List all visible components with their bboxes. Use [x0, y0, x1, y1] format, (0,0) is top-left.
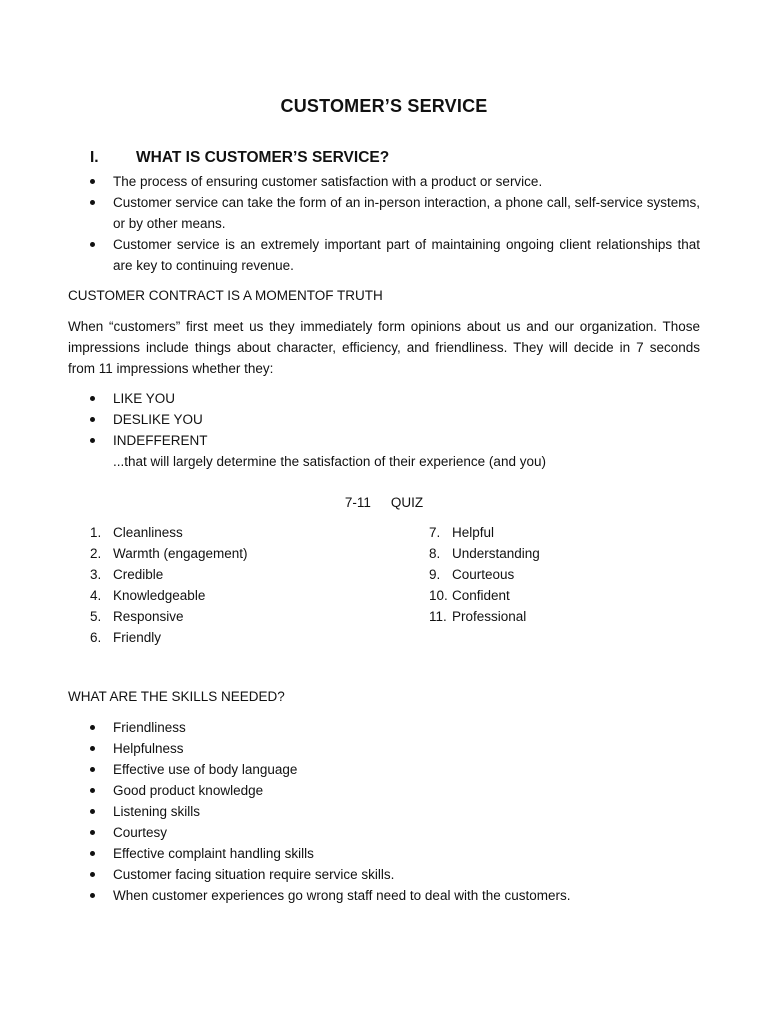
- list-item: Good product knowledge: [90, 780, 700, 801]
- section-heading: [90, 149, 389, 167]
- quiz-title: [0, 492, 768, 513]
- bullet-icon: [90, 179, 95, 184]
- bullet-icon: [90, 851, 95, 856]
- bullet-icon: [90, 830, 95, 835]
- section-number: I.: [90, 149, 99, 166]
- bullet-icon: [90, 417, 95, 422]
- quiz-item: 2. Warmth (engagement): [90, 546, 248, 561]
- definition-list: [90, 171, 700, 276]
- list-item: The process of ensuring customer satisfaction with a product or service.: [90, 171, 700, 192]
- list-item: INDEFFERENT: [90, 430, 700, 451]
- list-item: Customer service can take the form of an in-person interaction, a phone call, self-service systems, or by other means.: [90, 192, 700, 234]
- bullet-icon: [90, 788, 95, 793]
- bullet-icon: [90, 893, 95, 898]
- bullet-icon: [90, 438, 95, 443]
- quiz-item: 4. Knowledgeable: [90, 588, 206, 603]
- bullet-icon: [90, 767, 95, 772]
- quiz-item: 1. Cleanliness: [90, 525, 183, 540]
- contract-heading: CUSTOMER CONTRACT IS A MOMENTOF TRUTH: [68, 288, 383, 303]
- bullet-icon: [90, 809, 95, 814]
- list-item: DESLIKE YOU: [90, 409, 700, 430]
- quiz-item: 3. Credible: [90, 567, 164, 582]
- reaction-list: [90, 388, 700, 451]
- list-item: Listening skills: [90, 801, 700, 822]
- quiz-list-right: [429, 522, 540, 627]
- list-item: Courtesy: [90, 822, 700, 843]
- quiz-item: 7. Helpful: [429, 525, 495, 540]
- list-item: Helpfulness: [90, 738, 700, 759]
- quiz-item: 11. Professional: [429, 609, 527, 624]
- quiz-item: 10. Confident: [429, 588, 510, 603]
- list-item: LIKE YOU: [90, 388, 700, 409]
- skills-list: [90, 717, 700, 906]
- quiz-number: 7-11: [344, 495, 371, 510]
- list-item: Effective complaint handling skills: [90, 843, 700, 864]
- bullet-icon: [90, 396, 95, 401]
- quiz-item: 9. Courteous: [429, 567, 515, 582]
- quiz-item: 6. Friendly: [90, 630, 162, 645]
- quiz-item: 5. Responsive: [90, 609, 184, 624]
- bullet-icon: [90, 872, 95, 877]
- skills-heading: WHAT ARE THE SKILLS NEEDED?: [68, 689, 285, 704]
- contract-paragraph: When “customers” first meet us they immediately form opinions about us and our organization. Those impressions include things about character, efficiency, and friendliness. They will decide in 7 seconds from 11 impressions whether they:: [68, 319, 700, 376]
- bullet-icon: [90, 746, 95, 751]
- page-title: CUSTOMER’S SERVICE: [280, 96, 488, 116]
- bullet-icon: [90, 200, 95, 205]
- quiz-item: 8. Understanding: [429, 546, 540, 561]
- list-item: Customer service is an extremely important part of maintaining ongoing client relationships that are key to continuing revenue.: [90, 234, 700, 276]
- section-heading-text: WHAT IS CUSTOMER’S SERVICE?: [136, 149, 390, 166]
- quiz-word: QUIZ: [390, 495, 424, 510]
- bullet-icon: [90, 725, 95, 730]
- list-item: When customer experiences go wrong staff need to deal with the customers.: [90, 885, 700, 906]
- reaction-note: ...that will largely determine the satisfaction of their experience (and you): [113, 454, 546, 469]
- list-item: Friendliness: [90, 717, 700, 738]
- quiz-list-left: [90, 522, 248, 648]
- bullet-icon: [90, 242, 95, 247]
- list-item: Effective use of body language: [90, 759, 700, 780]
- list-item: Customer facing situation require service skills.: [90, 864, 700, 885]
